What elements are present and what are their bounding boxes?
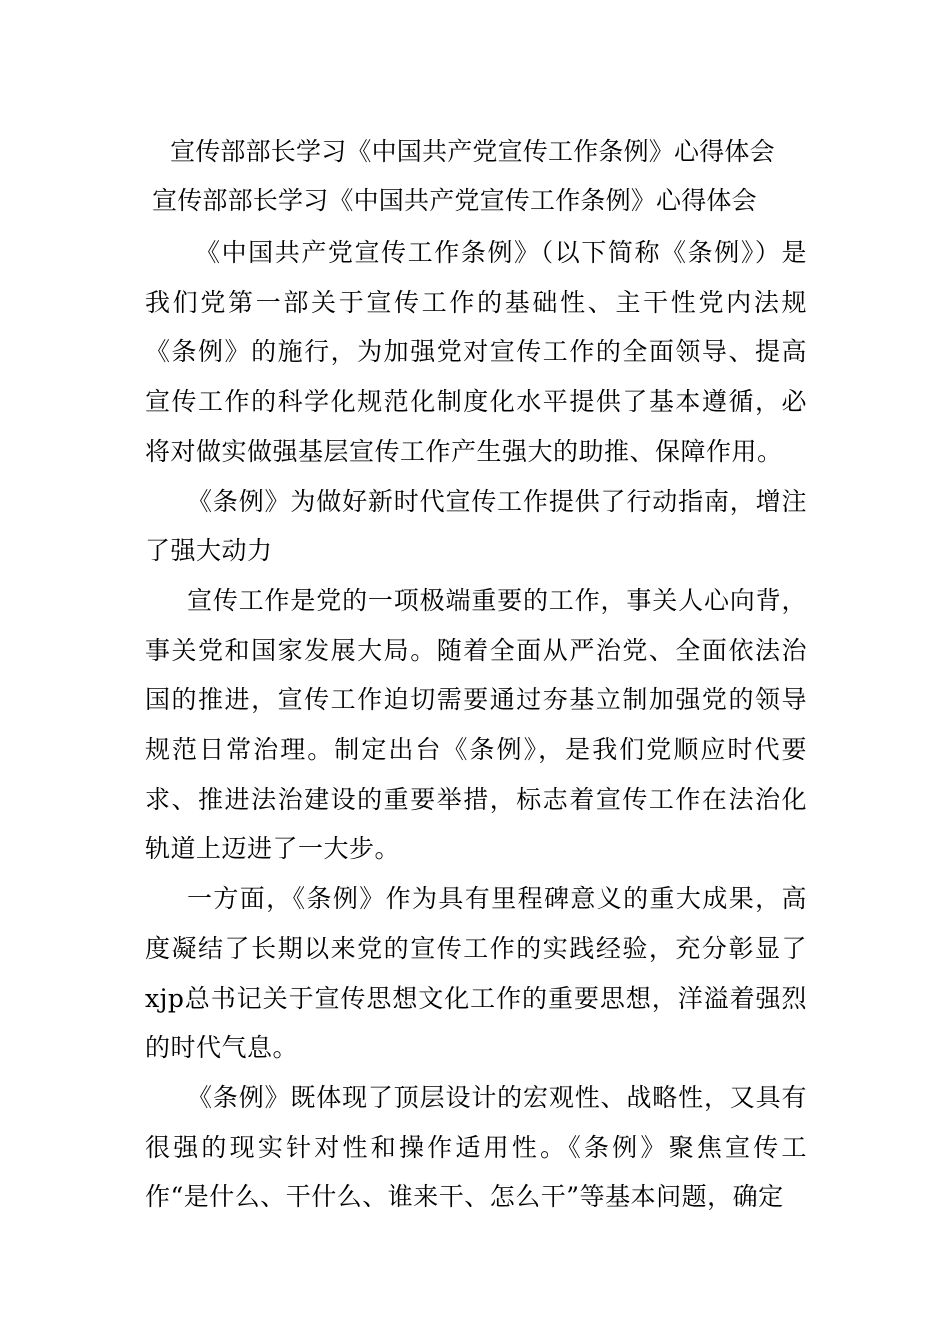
paragraph-5: 《条例》既体现了顶层设计的宏观性、战略性，又具有很强的现实针对性和操作适用性。《条例》聚焦宣传工作“是什么、干什么、谁来干、怎么干”等基本问题，确定 bbox=[145, 1082, 807, 1212]
paragraph-1: 《中国共产党宣传工作条例》（以下简称《条例》）是我们党第一部关于宣传工作的基础性、主干性党内法规《条例》的施行，为加强党对宣传工作的全面领导、提高宣传工作的科学化规范化制度化水平提供了基本遵循，必将对做实做强基层宣传工作产生强大的助推、保障作用。 bbox=[145, 238, 807, 466]
paragraph-3: 宣传工作是党的一项极端重要的工作，事关人心向背，事关党和国家发展大局。随着全面从严治党、全面依法治国的推进，宣传工作迫切需要通过夯基立制加强党的领导规范日常治理。制定出台《条例》，是我们党顺应时代要求、推进法治建设的重要举措，标志着宣传工作在法治化轨道上迈进了一大步。 bbox=[145, 585, 807, 864]
document-title-line-2: 宣传部部长学习《中国共产党宣传工作条例》心得体会 bbox=[152, 186, 757, 215]
document-title-line-1: 宣传部部长学习《中国共产党宣传工作条例》心得体会 bbox=[170, 137, 775, 166]
document-body bbox=[145, 228, 807, 1222]
paragraph-2: 《条例》为做好新时代宣传工作提供了行动指南，增注了强大动力 bbox=[145, 486, 807, 566]
paragraph-4: 一方面，《条例》作为具有里程碑意义的重大成果，高度凝结了长期以来党的宣传工作的实践经验，充分彰显了xjp总书记关于宣传思想文化工作的重要思想，洋溢着强烈的时代气息。 bbox=[145, 884, 807, 1063]
